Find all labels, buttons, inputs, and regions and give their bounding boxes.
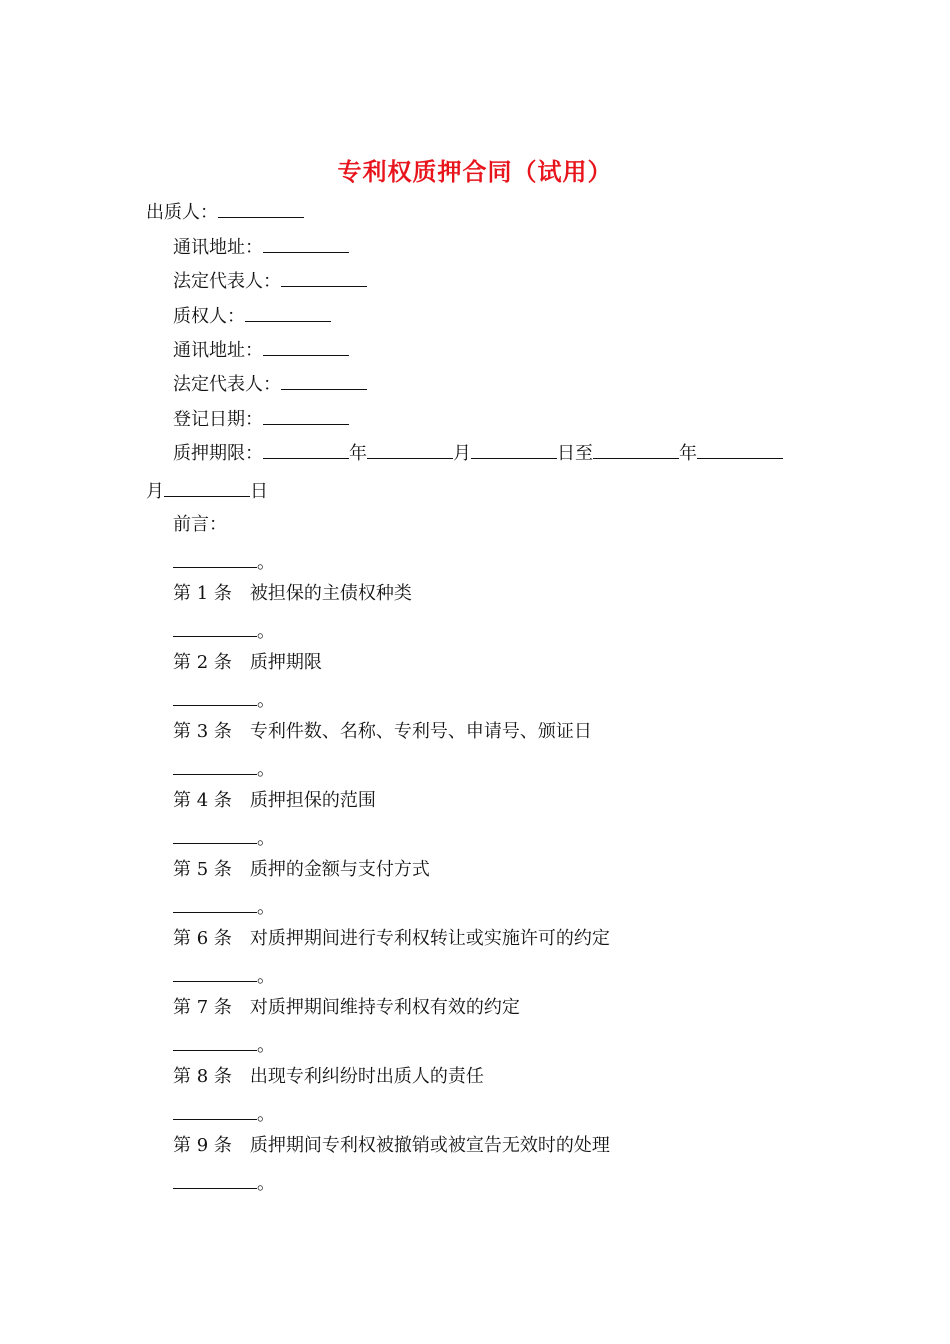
article-title: 被担保的主债权种类 [249, 583, 412, 604]
article-3-heading [173, 721, 592, 743]
article-7-heading [173, 997, 520, 1019]
registration-date-blank[interactable] [263, 408, 349, 425]
pledgee-line [173, 305, 331, 328]
article-7-blank[interactable] [173, 1034, 257, 1051]
article-number: 第 3 条 [173, 721, 232, 742]
article-8-blank[interactable] [173, 1103, 257, 1120]
article-title: 质押期限 [249, 652, 322, 673]
article-9-heading [173, 1135, 610, 1157]
article-number: 第 8 条 [173, 1066, 232, 1087]
pledgor-line [146, 201, 304, 224]
article-6-fill-line [173, 965, 275, 988]
article-2-fill-line [173, 689, 275, 712]
article-number: 第 5 条 [173, 859, 232, 880]
term-label: 质押期限： [173, 443, 263, 464]
article-6-heading [173, 928, 610, 950]
fill-end-mark: 。 [257, 828, 275, 849]
preface-label: 前言： [173, 514, 227, 535]
article-number: 第 1 条 [173, 583, 232, 604]
article-4-heading [173, 790, 376, 812]
preface-line [173, 514, 227, 536]
fill-end-mark: 。 [257, 690, 275, 711]
document-title: 专利权质押合同（试用） [337, 157, 613, 186]
article-1-fill-line [173, 620, 275, 643]
fill-end-mark: 。 [257, 1104, 275, 1125]
fill-end-mark: 。 [257, 621, 275, 642]
preface-blank[interactable] [173, 551, 257, 568]
article-title: 出现专利纠纷时出质人的责任 [249, 1066, 484, 1087]
article-number: 第 6 条 [173, 928, 232, 949]
pledgee-legal-rep-line [173, 373, 367, 396]
article-3-fill-line [173, 758, 275, 781]
pledgee-address-blank[interactable] [263, 339, 349, 356]
term-line [173, 442, 783, 465]
article-4-blank[interactable] [173, 827, 257, 844]
fill-end-mark: 。 [257, 897, 275, 918]
pledgor-legal-rep-blank[interactable] [281, 270, 367, 287]
fill-end-mark: 。 [257, 966, 275, 987]
article-number: 第 9 条 [173, 1135, 232, 1156]
article-9-fill-line [173, 1172, 275, 1195]
article-8-heading [173, 1066, 484, 1088]
article-6-blank[interactable] [173, 965, 257, 982]
article-5-blank[interactable] [173, 896, 257, 913]
pledgee-blank[interactable] [245, 305, 331, 322]
article-2-heading [173, 652, 322, 674]
pledgor-address-blank[interactable] [263, 236, 349, 253]
pledgor-blank[interactable] [218, 201, 304, 218]
article-title: 对质押期间维持专利权有效的约定 [249, 997, 520, 1018]
article-9-blank[interactable] [173, 1172, 257, 1189]
pledgor-legal-rep-line [173, 270, 367, 293]
article-2-blank[interactable] [173, 689, 257, 706]
pledgee-legal-rep-label: 法定代表人： [173, 374, 281, 395]
term-start-day-blank[interactable] [471, 442, 557, 459]
article-number: 第 4 条 [173, 790, 232, 811]
term-end-year-label: 年 [679, 443, 697, 464]
article-5-heading [173, 859, 430, 881]
fill-end-mark: 。 [257, 1035, 275, 1056]
term-end-month-blank-a[interactable] [697, 442, 783, 459]
article-1-blank[interactable] [173, 620, 257, 637]
article-title: 质押的金额与支付方式 [249, 859, 430, 880]
term-day-to-label: 日至 [557, 443, 593, 464]
pledgee-address-label: 通讯地址： [173, 340, 263, 361]
pledgor-legal-rep-label: 法定代表人： [173, 271, 281, 292]
fill-end-mark: 。 [257, 759, 275, 780]
article-1-heading [173, 583, 412, 605]
article-title: 对质押期间进行专利权转让或实施许可的约定 [249, 928, 610, 949]
pledgor-address-label: 通讯地址： [173, 237, 263, 258]
article-title: 质押期间专利权被撤销或被宣告无效时的处理 [249, 1135, 610, 1156]
article-3-blank[interactable] [173, 758, 257, 775]
pledgee-legal-rep-blank[interactable] [281, 373, 367, 390]
article-5-fill-line [173, 896, 275, 919]
fill-end-mark: 。 [257, 552, 275, 573]
term-start-year-blank[interactable] [263, 442, 349, 459]
preface-fill-line [173, 551, 275, 574]
fill-end-mark: 。 [257, 1173, 275, 1194]
article-number: 第 7 条 [173, 997, 232, 1018]
term-start-month-blank[interactable] [367, 442, 453, 459]
article-title: 专利件数、名称、专利号、申请号、颁证日 [249, 721, 592, 742]
article-8-fill-line [173, 1103, 275, 1126]
term-end-year-blank[interactable] [593, 442, 679, 459]
term-end-day-blank[interactable] [164, 480, 250, 497]
term-year-label: 年 [349, 443, 367, 464]
term-month-label: 月 [453, 443, 471, 464]
registration-date-label: 登记日期： [173, 409, 263, 430]
pledgor-address-line [173, 236, 349, 259]
term-end-day-label: 日 [250, 481, 268, 502]
article-7-fill-line [173, 1034, 275, 1057]
pledgor-label: 出质人： [146, 202, 218, 223]
pledgee-label: 质权人： [173, 306, 245, 327]
term-end-month-label: 月 [146, 481, 164, 502]
term-line-continued [146, 480, 268, 503]
article-4-fill-line [173, 827, 275, 850]
pledgee-address-line [173, 339, 349, 362]
article-number: 第 2 条 [173, 652, 232, 673]
registration-date-line [173, 408, 349, 431]
article-title: 质押担保的范围 [249, 790, 376, 811]
